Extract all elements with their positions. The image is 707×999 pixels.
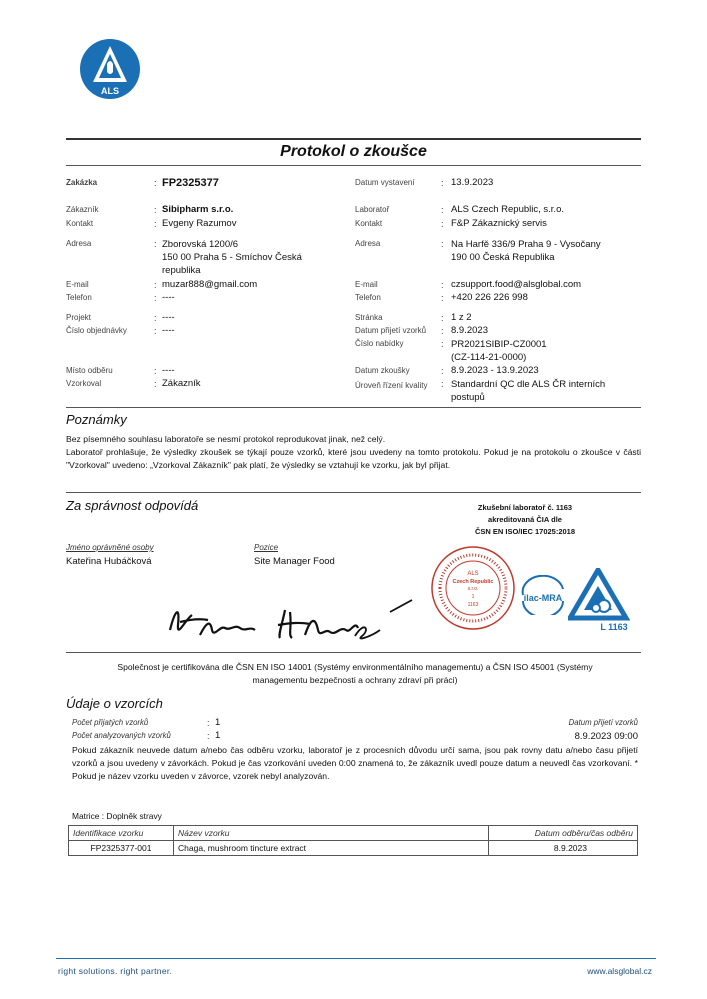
- test-dates: 8.9.2023 - 13.9.2023: [451, 365, 539, 376]
- field-label: Datum vystavení: [355, 178, 415, 187]
- notes-text: [66, 433, 641, 472]
- issue-date: 13.9.2023: [451, 177, 494, 188]
- field-label: Telefon: [355, 293, 381, 302]
- accreditation-line: Zkušební laboratoř č. 1163: [477, 503, 573, 512]
- field-label: Číslo objednávky: [66, 326, 127, 335]
- field-label: Číslo nabídky: [355, 339, 404, 348]
- stamp-line: 1163: [467, 602, 479, 608]
- receipt-datetime: 8.9.2023 09:00: [574, 731, 638, 742]
- sampled-by: Zákazník: [162, 378, 201, 389]
- col-sample-date: Datum odběru/čas odběru: [489, 826, 638, 841]
- field-label: Zákazník: [66, 205, 99, 214]
- col-sample-id: Identifikace vzorku: [69, 826, 174, 841]
- field-label: Zakázka: [66, 178, 98, 187]
- page-title: Protokol o zkoušce: [280, 143, 427, 160]
- samples-note: Pokud zákazník neuvede datum a/nebo čas odběru vzorku, laboratoř je z procesních důvodu určí sama, jsou pak rovny datu a/nebo času přijetí vzorků a jsou uvedeny v závorkách. Pokud je čas vzorkování uveden 0:00 znamená to, že zákazník uvedl pouze datum a neuvedl čas vzorkovaní. * Pokud je název vzorku uveden v závorce, vzorek nebyl analyzován.: [72, 745, 638, 781]
- field-label: Telefon: [66, 293, 92, 302]
- lab-address: [451, 238, 601, 264]
- customer-email: muzar888@gmail.com: [162, 279, 258, 290]
- field-label: Vzorkoval: [66, 379, 102, 388]
- qc-line: Standardní QC dle ALS ČR interních: [451, 379, 606, 390]
- signature: [150, 590, 420, 650]
- analyzed-count: 1: [215, 730, 221, 741]
- field-label: Projekt: [66, 313, 91, 322]
- person-name: Kateřina Hubáčková: [66, 556, 152, 567]
- field-label: E-mail: [355, 280, 378, 289]
- address-line: Zborovská 1200/6: [162, 239, 239, 250]
- customer-contact: Evgeny Razumov: [162, 218, 237, 229]
- offer-number: [451, 338, 547, 364]
- logo-text: ALS: [101, 86, 119, 96]
- offer-line: (CZ-114-21-0000): [451, 352, 527, 363]
- stamp-line: ALS: [467, 571, 479, 577]
- stamp-line: s.r.o.: [467, 586, 479, 592]
- accreditation-line: akreditovaná ČIA dle: [488, 515, 562, 524]
- lab-phone: +420 226 226 998: [451, 292, 528, 303]
- stamp-line: 1: [471, 594, 475, 600]
- sample-name: Chaga, mushroom tincture extract: [174, 841, 489, 856]
- lab-email: czsupport.food@alsglobal.com: [451, 279, 582, 290]
- field-label: Úroveň řízení kvality: [355, 381, 428, 390]
- responsible-title: Za správnost odpovídá: [66, 498, 199, 513]
- als-logo: [79, 38, 141, 100]
- samples-table: [68, 825, 638, 856]
- table-header-row: [69, 826, 638, 841]
- order-no: ----: [162, 325, 175, 336]
- receipt-date-label: Datum přijetí vzorků: [568, 718, 638, 727]
- position-value: Site Manager Food: [254, 556, 335, 567]
- address-line: republika: [162, 265, 201, 276]
- table-row: [69, 841, 638, 856]
- field-label: Kontakt: [355, 219, 383, 228]
- offer-line: PR2021SIBIP-CZ0001: [451, 339, 547, 350]
- customer-phone: ----: [162, 292, 175, 303]
- analyzed-label: Počet analyzovaných vzorků: [72, 731, 171, 740]
- footer-slogan: right solutions. right partner.: [58, 966, 173, 976]
- customer-address: [162, 238, 302, 277]
- receipt-date: 8.9.2023: [451, 325, 488, 336]
- field-label: Adresa: [355, 239, 381, 248]
- order-number: FP2325377: [162, 177, 219, 189]
- notes-paragraph: Laboratoř prohlašuje, že výsledky zkoušek se týkají pouze vzorků, které jsou uvedeny na tomto protokolu. Pokud je na protokolu o zkoušce v části "Vzorkoval" uvedeno: „Vzorkoval Zákazník" pak platí, že výsledky se vztahují ke vzorku, jak byl přijat.: [66, 447, 641, 470]
- col-sample-name: Název vzorku: [174, 826, 489, 841]
- received-label: Počet přijatých vzorků: [72, 718, 149, 727]
- field-label: Stránka: [355, 313, 383, 322]
- sample-date: 8.9.2023: [489, 841, 638, 856]
- field-label: Kontakt: [66, 219, 94, 228]
- accreditation-text: [440, 502, 610, 538]
- qc-level: [451, 378, 605, 404]
- cia-accreditation-logo: [568, 568, 646, 634]
- qc-line: postupů: [451, 392, 485, 403]
- footer-website[interactable]: www.alsglobal.cz: [587, 966, 652, 976]
- lab-stamp: [430, 545, 516, 631]
- customer-name: Sibipharm s.r.o.: [162, 204, 234, 215]
- certification-text: Společnost je certifikována dle ČSN EN ISO 14001 (Systémy environmentálního managementu) a ČSN ISO 45001 (Systémy managementu bezpečnosti a ochrany zdraví při práci): [117, 662, 593, 685]
- field-label: Datum přijetí vzorků: [355, 326, 427, 335]
- address-line: 190 00 Česká Republika: [451, 252, 555, 263]
- lab-contact: F&P Zákaznický servis: [451, 218, 547, 229]
- sampling-place: ----: [162, 365, 175, 376]
- field-label: Místo odběru: [66, 366, 113, 375]
- received-count: 1: [215, 717, 221, 728]
- notes-paragraph: Bez písemného souhlasu laboratoře se nesmí protokol reprodukovat jinak, než celý.: [66, 434, 386, 444]
- cia-number: L 1163: [600, 622, 628, 632]
- position-label: Pozice: [254, 543, 279, 552]
- field-label: E-mail: [66, 280, 89, 289]
- ilac-text: ilac-MRA: [523, 593, 563, 603]
- address-line: Na Harfě 336/9 Praha 9 - Vysočany: [451, 239, 601, 250]
- field-label: Adresa: [66, 239, 92, 248]
- samples-title: Údaje o vzorcích: [66, 696, 163, 711]
- lab-name: ALS Czech Republic, s.r.o.: [451, 204, 564, 215]
- stamp-line: Czech Republic: [452, 579, 494, 585]
- project: ----: [162, 312, 175, 323]
- matrix: Matrice : Doplněk stravy: [72, 811, 162, 821]
- accreditation-line: ČSN EN ISO/IEC 17025:2018: [474, 527, 576, 536]
- field-label: Datum zkoušky: [355, 366, 410, 375]
- page-number: 1 z 2: [451, 312, 472, 323]
- field-label: Laboratoř: [355, 205, 390, 214]
- ilac-mra-logo: [519, 575, 567, 615]
- person-label: Jméno oprávněné osoby: [66, 543, 154, 552]
- notes-title: Poznámky: [66, 412, 127, 427]
- sample-id: FP2325377-001: [69, 841, 174, 856]
- address-line: 150 00 Praha 5 - Smíchov Česká: [162, 252, 302, 263]
